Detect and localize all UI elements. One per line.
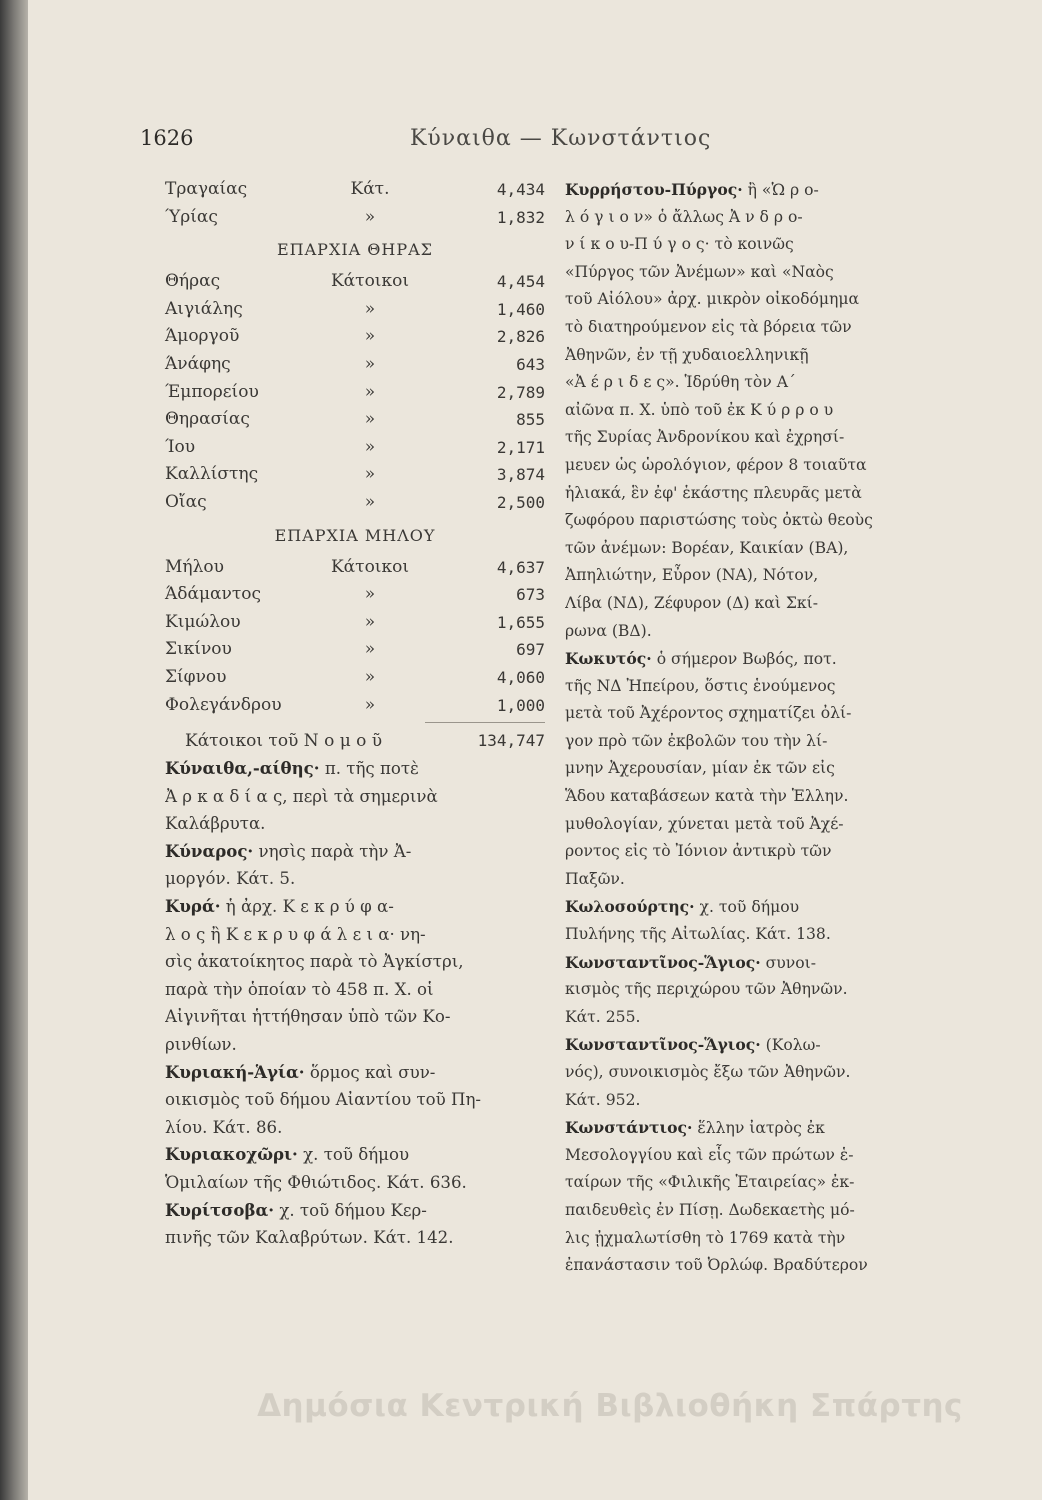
text-line xyxy=(165,1224,545,1252)
entry-text: Ἀ ρ κ α δ ί α ς, περὶ τὰ σημερινὰ xyxy=(165,786,438,806)
population-row xyxy=(165,664,545,692)
text-line xyxy=(165,893,545,921)
population-row xyxy=(165,434,545,462)
population-value: 1,832 xyxy=(496,207,545,227)
text-line xyxy=(565,755,965,783)
text-line xyxy=(165,1169,545,1197)
entry-headword: Κυρρήστου-Πύργος· xyxy=(565,180,743,199)
text-line xyxy=(565,507,965,535)
entry-text: Πυλήνης τῆς Αἰτωλίας. Κάτ. 138. xyxy=(565,925,831,944)
population-row xyxy=(165,461,545,489)
text-line xyxy=(565,1197,965,1225)
entry-text: Κάτ. 952. xyxy=(565,1090,641,1109)
text-line xyxy=(565,728,965,756)
entry-headword: Κύναιθα,-αίθης· xyxy=(165,758,320,779)
unit-mark: Κάτοικοι xyxy=(330,271,409,292)
entry-text: (Κολω- xyxy=(760,1036,821,1055)
unit-mark: » xyxy=(364,491,376,512)
entry-text: λίου. Κάτ. 86. xyxy=(165,1117,283,1137)
left-column xyxy=(165,176,545,1252)
unit-mark: » xyxy=(364,464,376,485)
entry-text: παρὰ τὴν ὁποίαν τὸ 458 π. Χ. οἱ xyxy=(165,979,434,999)
population-value: 697 xyxy=(516,640,545,660)
unit-mark: » xyxy=(364,639,376,660)
entry-text: τὸ διατηρούμενον εἰς τὰ βόρεια τῶν xyxy=(565,317,852,336)
text-line xyxy=(565,286,965,314)
place-name: Άδάμαντος xyxy=(165,584,262,605)
entry-text: Ἅδου καταβάσεων κατὰ τὴν Ἑλλην. xyxy=(565,787,849,806)
entry-text: μνην Ἀχερουσίαν, μίαν ἐκ τῶν εἰς xyxy=(565,759,835,778)
text-line xyxy=(565,480,965,508)
text-line xyxy=(565,590,965,618)
unit-mark: Κάτοικοι xyxy=(330,556,409,577)
entry-text: Κάτ. 255. xyxy=(565,1007,641,1026)
population-row xyxy=(165,692,545,720)
text-line xyxy=(165,921,545,949)
population-value: 4,454 xyxy=(496,272,545,292)
text-line xyxy=(565,866,965,894)
entry-text: ἢ «Ὡ ρ ο- xyxy=(742,181,819,199)
place-name: Άνάφης xyxy=(165,353,231,374)
place-name: Ίου xyxy=(165,436,196,457)
place-name: Σικίνου xyxy=(165,639,232,660)
total-rule xyxy=(165,719,545,727)
text-line xyxy=(565,618,965,646)
text-line xyxy=(165,1197,545,1225)
text-line xyxy=(565,783,965,811)
place-name: Κιμώλου xyxy=(165,611,241,632)
place-name: Φολεγάνδρου xyxy=(165,694,282,715)
population-value: 855 xyxy=(516,410,545,430)
unit-mark: » xyxy=(364,298,376,319)
entry-text: γον πρὸ τῶν ἐκβολῶν του τὴν λί- xyxy=(565,731,828,750)
entry-text: ἐπανάστασιν τοῦ Ὀρλώφ. Βραδύτερον xyxy=(565,1256,868,1275)
place-name: Έμπορείου xyxy=(165,381,259,402)
population-value: 1,460 xyxy=(496,299,545,319)
entry-headword: Κωνστάντιος· xyxy=(565,1118,693,1138)
population-row xyxy=(165,204,545,232)
entry-text: τῆς ΝΔ Ἠπείρου, ὅστις ἑνούμενος xyxy=(565,676,836,695)
page-number: 1626 xyxy=(140,126,194,150)
population-table-thira xyxy=(165,268,545,516)
unit-mark: » xyxy=(364,381,376,402)
text-line xyxy=(565,700,965,728)
entry-text: Μεσολογγίου καὶ εἷς τῶν πρώτων ἑ- xyxy=(565,1145,854,1164)
place-name: Τραγαίας xyxy=(165,179,248,199)
text-line xyxy=(165,1003,545,1031)
population-value: 2,789 xyxy=(496,382,545,402)
text-line xyxy=(565,535,965,563)
text-line xyxy=(165,783,545,811)
population-value: 4,060 xyxy=(496,667,545,687)
text-line xyxy=(165,810,545,838)
text-line xyxy=(565,452,965,480)
entry-headword: Κωνσταντῖνος-Ἅγιος· xyxy=(565,1035,761,1055)
population-value: 1,000 xyxy=(496,695,545,715)
text-line xyxy=(565,673,965,701)
entry-headword: Κυριακοχῶρι· xyxy=(165,1144,298,1165)
population-value: 3,874 xyxy=(496,465,545,485)
text-line xyxy=(165,1114,545,1142)
entry-text: σὶς ἀκατοίκητος παρὰ τὸ Ἀγκίστρι, xyxy=(165,952,464,972)
text-line xyxy=(565,1169,965,1197)
population-value: 673 xyxy=(516,585,545,605)
population-row xyxy=(165,176,545,204)
page-header xyxy=(140,126,940,166)
left-entries xyxy=(165,755,545,1252)
text-line xyxy=(165,1059,545,1087)
text-line xyxy=(565,314,965,342)
entry-text: ὁ σήμερον Βωβός, ποτ. xyxy=(651,650,837,669)
library-watermark: Δημόσια Κεντρική Βιβλιοθήκη Σπάρτης xyxy=(257,1388,963,1424)
entry-headword: Κυρίτσοβα· xyxy=(165,1199,275,1220)
entry-headword: Κύναρος· xyxy=(165,840,254,861)
entry-text: μετὰ τοῦ Ἀχέροντος σχηματίζει ὀλί- xyxy=(565,704,852,723)
text-line xyxy=(565,1114,965,1142)
entry-text: τοῦ Αἰόλου» ἀρχ. μικρὸν οἰκοδόμημα xyxy=(565,290,860,309)
entry-headword: Κωνσταντῖνος-Ἅγιος· xyxy=(565,952,761,972)
text-line xyxy=(565,1004,965,1032)
text-line xyxy=(165,865,545,893)
entry-text: ἡ ἀρχ. Κ ε κ ρ ύ φ α- xyxy=(220,897,394,917)
population-row xyxy=(165,406,545,434)
unit-mark: » xyxy=(364,206,376,227)
entry-text: Καλάβρυτα. xyxy=(165,814,266,834)
entry-text: πινῆς τῶν Καλαβρύτων. Κάτ. 142. xyxy=(165,1228,454,1248)
place-name: Ύρίας xyxy=(165,206,218,227)
entry-text: τῶν ἀνέμων: Βορέαν, Καικίαν (ΒΑ), xyxy=(565,538,849,557)
entry-text: νησὶς παρὰ τὴν Ἀ- xyxy=(253,841,412,861)
text-line xyxy=(565,1059,965,1087)
entry-text: ρωνα (ΒΔ). xyxy=(565,621,652,640)
entry-text: «Ἀ έ ρ ι δ ε ς». Ἱδρύθη τὸν Α´ xyxy=(565,373,796,392)
population-value: 2,500 xyxy=(496,492,545,512)
entry-text: μυθολογίαν, χύνεται μετὰ τοῦ Ἀχέ- xyxy=(565,814,844,833)
place-name: Σίφνου xyxy=(165,666,227,687)
text-line xyxy=(565,369,965,397)
entry-text: Ἀπηλιώτην, Εὖρον (ΝΑ), Νότον, xyxy=(565,566,819,585)
entry-text: ὅρμος καὶ συν- xyxy=(304,1062,436,1082)
entry-text: συνοι- xyxy=(760,953,817,972)
text-line xyxy=(565,645,965,673)
entry-text: ταίρων τῆς «Φιλικῆς Ἑταιρείας» ἐκ- xyxy=(565,1173,855,1192)
place-name: Θηρασίας xyxy=(165,409,250,430)
unit-mark: » xyxy=(364,611,376,632)
text-line xyxy=(565,1031,965,1059)
entry-text: ζωφόρου παριστώσης τοὺς ὀκτὼ θεοὺς xyxy=(565,511,873,530)
text-line xyxy=(165,976,545,1004)
entry-text: «Πύργος τῶν Ἀνέμων» καὶ «Ναὸς xyxy=(565,262,834,281)
entry-text: μευεν ὡς ὡρολόγιον, φέρον 8 τοιαῦτα xyxy=(565,455,867,474)
text-line xyxy=(565,976,965,1004)
population-row xyxy=(165,268,545,296)
population-row xyxy=(165,581,545,609)
population-table-milos xyxy=(165,554,545,720)
text-line xyxy=(565,811,965,839)
entry-text: λ ό γ ι ο ν» ὁ ἄλλως Ἀ ν δ ρ ο- xyxy=(565,207,803,226)
text-line xyxy=(565,1225,965,1253)
population-row xyxy=(165,489,545,517)
entry-text: Αἰγινῆται ἡττήθησαν ὑπὸ τῶν Κο- xyxy=(165,1007,451,1027)
text-line xyxy=(165,838,545,866)
text-line xyxy=(565,1252,965,1280)
population-row xyxy=(165,636,545,664)
population-row xyxy=(165,351,545,379)
population-row xyxy=(165,296,545,324)
text-line xyxy=(565,893,965,921)
unit-mark: » xyxy=(364,353,376,374)
text-line xyxy=(565,424,965,452)
unit-mark: Κάτ. xyxy=(350,179,390,199)
entry-text: χ. τοῦ δήμου xyxy=(297,1145,410,1165)
population-value: 4,434 xyxy=(496,180,545,199)
entry-text: οικισμὸς τοῦ δήμου Αἰαντίου τοῦ Πη- xyxy=(165,1090,482,1110)
entry-text: νός), συνοικισμὸς ἔξω τῶν Ἀθηνῶν. xyxy=(565,1063,851,1081)
place-name: Άμοργοῦ xyxy=(165,326,240,347)
text-line xyxy=(565,231,965,259)
text-line xyxy=(565,562,965,590)
place-name: Μήλου xyxy=(165,556,224,577)
text-line xyxy=(565,259,965,287)
population-row xyxy=(165,554,545,582)
entry-text: ρινθίων. xyxy=(165,1035,237,1055)
population-value: 1,655 xyxy=(496,612,545,632)
unit-mark: » xyxy=(364,409,376,430)
total-value: 134,747 xyxy=(477,731,545,751)
entry-text: λις ᾐχμαλωτίσθη τὸ 1769 κατὰ τὴν xyxy=(565,1228,846,1247)
entry-headword: Κωκυτός· xyxy=(565,649,652,669)
population-row xyxy=(165,323,545,351)
text-line xyxy=(565,1142,965,1170)
population-value: 2,826 xyxy=(496,327,545,347)
place-name: Οἴας xyxy=(165,491,207,512)
text-line xyxy=(165,948,545,976)
text-line xyxy=(565,176,965,204)
entry-text: Ὁμιλαίων τῆς Φθιώτιδος. Κάτ. 636. xyxy=(165,1173,467,1192)
right-entries xyxy=(565,176,965,1280)
text-line xyxy=(565,204,965,232)
total-label: Κάτοικοι τοῦ Ν ο μ ο ῦ xyxy=(185,731,383,752)
entry-text: παιδευθεὶς ἐν Πίσῃ. Δωδεκαετὴς μό- xyxy=(565,1200,855,1219)
population-table-top xyxy=(165,176,545,231)
text-line xyxy=(165,1141,545,1169)
entry-text: αἰῶνα π. Χ. ὑπὸ τοῦ ἐκ Κ ύ ρ ρ ο υ xyxy=(565,400,834,419)
entry-text: Παξῶν. xyxy=(565,869,625,888)
running-title: Κύναιθα — Κωνστάντιος xyxy=(410,126,712,151)
text-line xyxy=(565,397,965,425)
text-line xyxy=(165,1031,545,1059)
entry-text: λ ο ς ἢ Κ ε κ ρ υ φ ά λ ε ι α· νη- xyxy=(165,924,426,944)
entry-text: Λίβα (ΝΔ), Ζέφυρον (Δ) καὶ Σκί- xyxy=(565,593,819,612)
entry-text: χ. τοῦ δήμου Κερ- xyxy=(274,1200,427,1220)
entry-text: π. τῆς ποτὲ xyxy=(319,759,419,779)
population-value: 2,171 xyxy=(496,437,545,457)
text-line xyxy=(565,838,965,866)
text-line xyxy=(165,1086,545,1114)
prefecture-total xyxy=(165,727,545,755)
entry-text: τῆς Συρίας Ἀνδρονίκου καὶ ἐχρησί- xyxy=(565,428,845,447)
section-title-thira: ΕΠΑΡΧΙΑ ΘΗΡΑΣ xyxy=(276,240,433,260)
population-value: 643 xyxy=(516,354,545,374)
entry-text: Ἀθηνῶν, ἐν τῇ χυδαιοελληνικῇ xyxy=(565,345,809,364)
text-line xyxy=(165,755,545,783)
place-name: Αιγιάλης xyxy=(165,298,243,319)
unit-mark: » xyxy=(364,584,376,605)
unit-mark: » xyxy=(364,436,376,457)
text-line xyxy=(565,921,965,949)
population-row xyxy=(165,609,545,637)
right-column xyxy=(565,176,965,1280)
entry-text: ροντος εἰς τὸ Ἰόνιον ἀντικρὺ τῶν xyxy=(565,842,832,861)
entry-text: μοργόν. Κάτ. 5. xyxy=(165,869,296,889)
text-line xyxy=(565,342,965,370)
entry-headword: Κωλοσούρτης· xyxy=(565,897,695,917)
entry-text: ἡλιακά, ἓν ἐφ' ἑκάστης πλευρᾶς μετὰ xyxy=(565,483,862,502)
text-line xyxy=(565,949,965,977)
entry-headword: Κυρά· xyxy=(165,896,221,917)
entry-headword: Κυριακή-Ἁγία· xyxy=(165,1061,305,1082)
place-name: Καλλίστης xyxy=(165,464,259,485)
section-title-milos: ΕΠΑΡΧΙΑ ΜΗΛΟΥ xyxy=(274,525,436,545)
entry-text: ἕλλην ἰατρὸς ἐκ xyxy=(692,1119,825,1138)
entry-text: ν ί κ ο υ-Π ύ γ ο ς· τὸ κοινῶς xyxy=(565,235,794,254)
place-name: Θήρας xyxy=(165,271,221,292)
unit-mark: » xyxy=(364,326,376,347)
entry-text: χ. τοῦ δήμου xyxy=(694,898,800,917)
population-row xyxy=(165,379,545,407)
unit-mark: » xyxy=(364,694,376,715)
text-line xyxy=(565,1087,965,1115)
entry-text: κισμὸς τῆς περιχώρου τῶν Ἀθηνῶν. xyxy=(565,980,848,999)
unit-mark: » xyxy=(364,666,376,687)
population-value: 4,637 xyxy=(496,557,545,577)
